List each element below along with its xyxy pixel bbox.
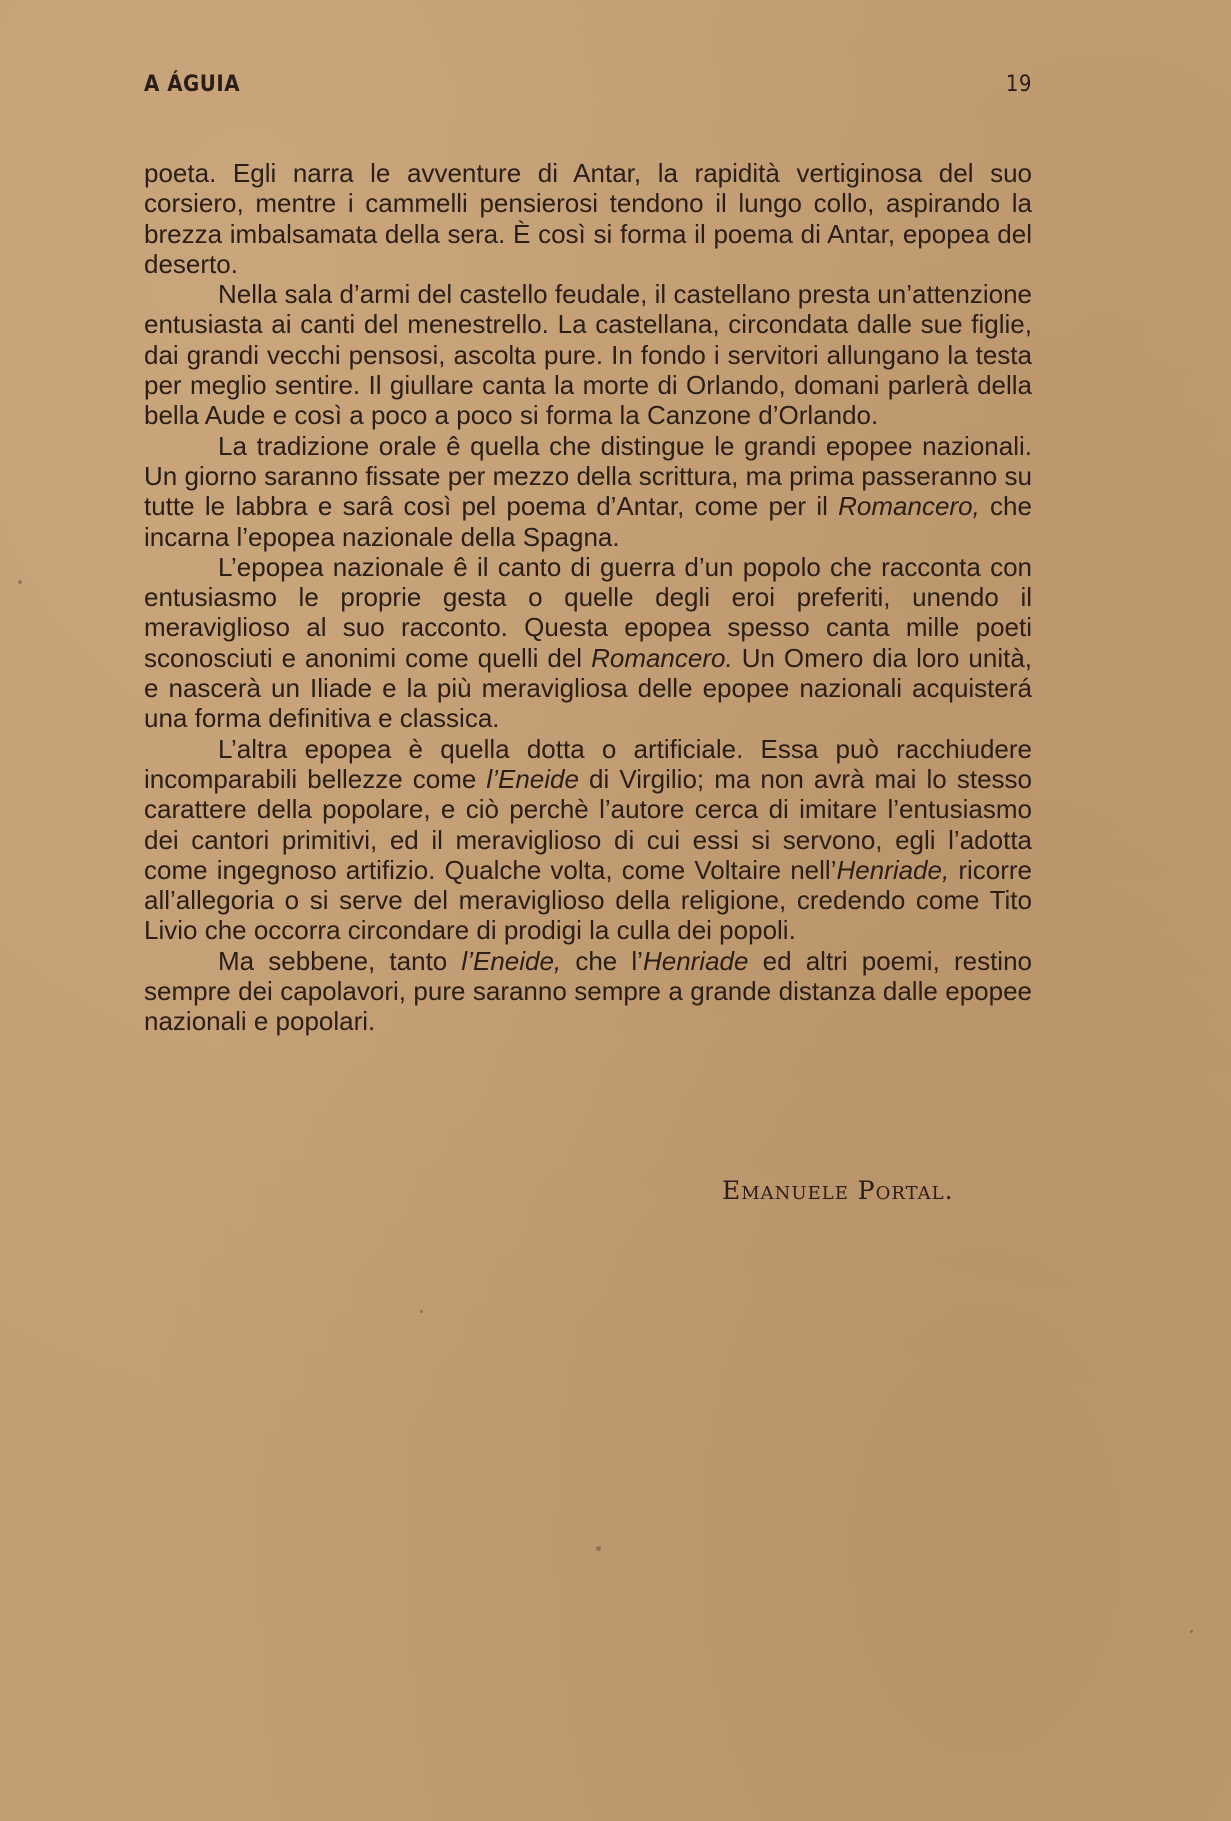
paper-speck bbox=[18, 580, 22, 584]
romancero-title: Romancero, bbox=[838, 491, 980, 522]
paper-speck bbox=[1190, 1630, 1193, 1633]
paragraph-4 bbox=[144, 552, 1032, 734]
running-head bbox=[144, 72, 1032, 106]
paper-speck bbox=[596, 1546, 601, 1551]
paragraph-4-text: L’epopea nazionale ê il canto di guerra d’un popolo che racconta con entusiasmo le proprie gesta o quelle degli eroi preferiti, unendo il meraviglioso al suo racconto. Questa epopea spesso canta mille poeti sconosciuti e anonimi come quelli del bbox=[144, 551, 1032, 673]
paragraph-5-tail: ricorre all’allegoria o si serve del meraviglioso della religione, credendo come Tito Livio che occorra circondare di prodigi la culla dei popoli. bbox=[144, 854, 1032, 946]
page-number: 19 bbox=[1005, 72, 1032, 97]
paragraph-5 bbox=[144, 734, 1032, 946]
paragraph-3 bbox=[144, 431, 1032, 552]
henriade-title: Henriade, bbox=[836, 854, 950, 885]
paragraph-3-tail: che incarna l’epopea nazionale della Spagna. bbox=[144, 491, 1032, 552]
author-signature: Emanuele Portal. bbox=[722, 1176, 954, 1205]
henriade-title-2: Henriade bbox=[642, 945, 749, 976]
paragraph-1: poeta. Egli narra le avventure di Antar, la rapidità vertiginosa del suo corsiero, mentre i cammelli pensierosi tendono il lungo collo, aspirando la brezza imbalsamata della sera. È così si forma il poema di Antar, epopea del deserto. bbox=[144, 158, 1032, 279]
paragraph-6-tail: ed altri poemi, restino sempre dei capolavori, pure saranno sempre a grande distanza dalle epopee nazionali e popolari. bbox=[144, 945, 1032, 1037]
paragraph-5-mid: di Virgilio; ma non avrà mai lo stesso carattere della popolare, e ciò perchè l’autore cerca di imitare l’entusiasmo dei cantori primitivi, ed il meraviglioso di cui essi si servono, egli l’adotta come ingegnoso artifizio. Qualche volta, come Voltaire bbox=[144, 763, 1033, 885]
paragraph-6-text: Ma sebbene, tanto bbox=[218, 945, 462, 976]
paragraph-6-mid: che l’ bbox=[561, 945, 643, 976]
paragraph-2: Nella sala d’armi del castello feudale, il castellano presta un’attenzione entusiasta ai canti del menestrello. La castellana, circondata dalle sue figlie, dai grandi vecchi pensosi, ascolta pure. In fondo i servitori allungano la testa per meglio sentire. Il giullare canta la morte di Orlando, domani parlerà della bella Aude e così a poco a poco si forma la Canzone d’Orlando. bbox=[144, 279, 1032, 431]
paragraph-4-tail: Un Omero dia loro unità, e nascerà un Iliade e la più meravigliosa delle epopee nazionali acquisterá una forma definitiva e classica. bbox=[144, 642, 1033, 734]
paragraph-5-text: L’altra epopea è quella dotta o artificiale. Essa può racchiudere incomparabili bellezze come bbox=[144, 733, 1032, 794]
romancero-title-2: Romancero. bbox=[591, 642, 733, 673]
paragraph-6 bbox=[144, 946, 1032, 1037]
paragraph-5-prefix: nell’ bbox=[790, 854, 837, 885]
journal-title: A ÁGUIA bbox=[144, 72, 241, 97]
eneide-title-2: l’Eneide, bbox=[461, 945, 562, 976]
paragraph-3-text: La tradizione orale ê quella che distingue le grandi epopee nazionali. Un giorno saranno fissate per mezzo della scrittura, ma prima passeranno su tutte le labbra e sarâ così pel poema d’Antar, come per il bbox=[144, 430, 1032, 522]
eneide-title: l’Eneide bbox=[486, 763, 579, 794]
paper-speck bbox=[420, 1310, 423, 1313]
article-body bbox=[144, 158, 1032, 1037]
